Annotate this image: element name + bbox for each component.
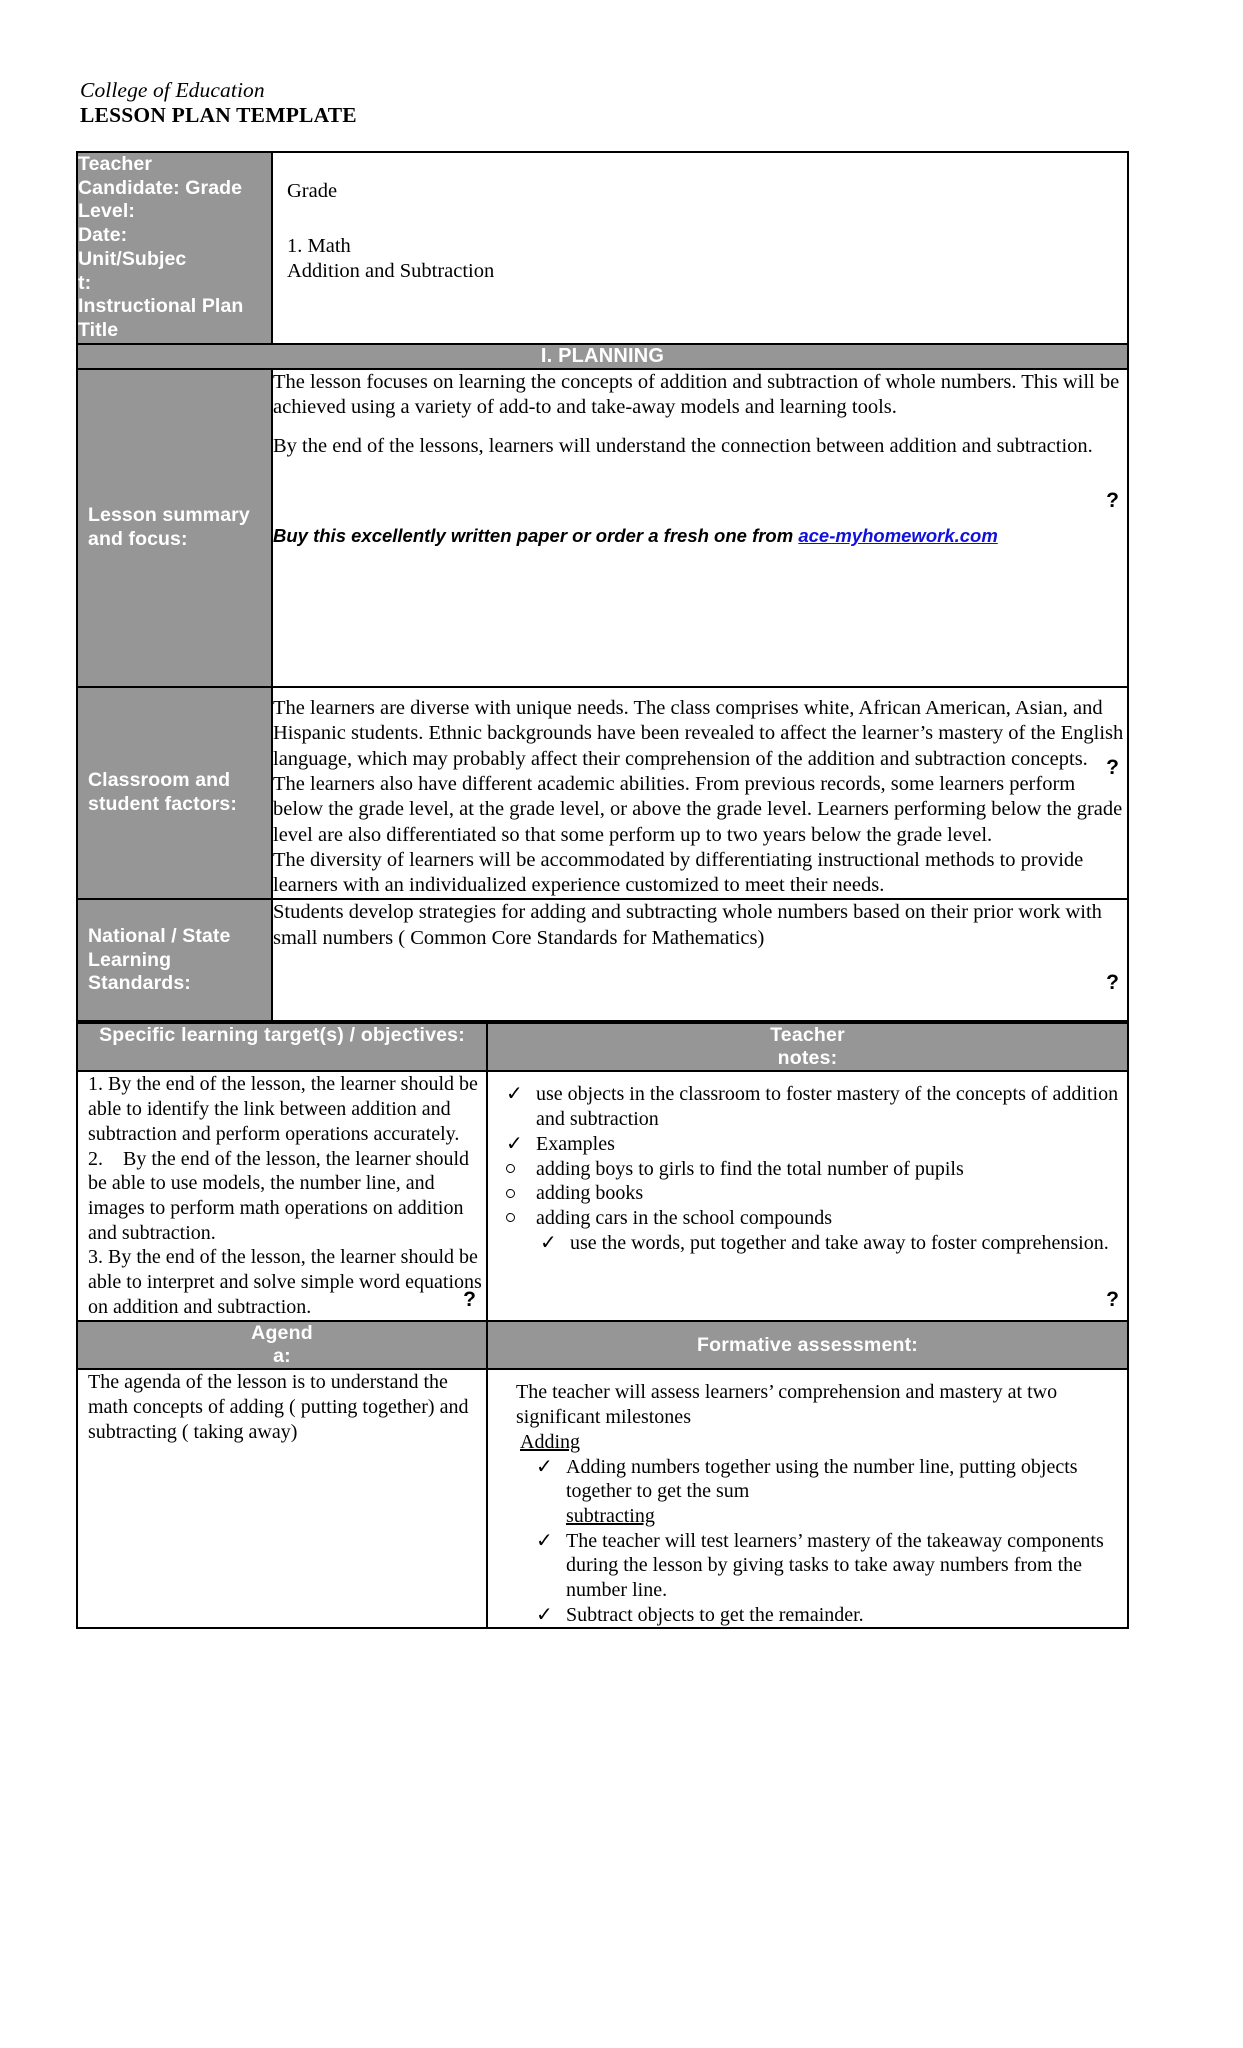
lesson-summary-marker: ? <box>1106 488 1119 512</box>
teacher-notes-list <box>490 1082 1127 1255</box>
header-grade-value: Grade <box>287 179 338 202</box>
teacher-notes-header-line-1: Teacher <box>770 1024 845 1047</box>
formative-content <box>487 1369 1128 1628</box>
classroom-factors-paragraph-2: The learners also have different academic abilities. From previous records, some learners perform below the grade level, at the grade level, or above the grade level. Learners performing below the grade level are also differentiated so that some perform up to two years below the grade level. <box>273 772 1123 846</box>
header-label-line-5: Unit/Subjec <box>78 247 187 270</box>
check-icon: ✓ <box>536 1455 553 1478</box>
list-item-text: Adding numbers together using the number line, putting objects together to get the sum <box>566 1455 1078 1503</box>
classroom-factors-paragraph-3: The diversity of learners will be accommodated by differentiating instructional methods to provide learners with an individualized experience customized to meet their needs. <box>273 848 1084 897</box>
objectives-header: Specific learning target(s) / objectives: <box>77 1023 487 1071</box>
objective-item: 2. By the end of the lesson, the learner should be able to use models, the number line, and images to perform math operations on addition and subtraction. <box>88 1147 470 1244</box>
promo-link[interactable]: ace-myhomework.com <box>798 524 998 546</box>
table-row-standards <box>77 899 1128 1021</box>
header-label-line-3: Level: <box>78 200 135 223</box>
list-item <box>490 1132 1127 1157</box>
circle-icon <box>506 1206 515 1231</box>
agenda-header-line-2: a: <box>273 1345 291 1368</box>
list-item <box>490 1206 1127 1231</box>
check-icon: ✓ <box>506 1083 523 1106</box>
list-item-text: The teacher will test learners’ mastery of the takeaway components during the lesson by giving tasks to take away numbers from the number line. <box>566 1529 1104 1601</box>
teacher-notes-content <box>487 1071 1128 1321</box>
college-name: College of Education <box>80 78 265 102</box>
circle-icon <box>506 1181 515 1206</box>
table-row-objectives-body <box>77 1071 1128 1321</box>
agenda-content <box>77 1369 487 1628</box>
objectives-table <box>76 1022 1129 1629</box>
teacher-notes-header-line-2: notes: <box>777 1047 838 1070</box>
list-item-text: adding cars in the school compounds <box>536 1206 833 1229</box>
standards-label: National / State Learning Standards: <box>77 899 272 1021</box>
list-item-text: use the words, put together and take away to foster comprehension. <box>570 1231 1109 1254</box>
teacher-notes-marker: ? <box>1106 1288 1119 1312</box>
header-label-line-6: t: <box>78 271 92 294</box>
lesson-summary-paragraph-1: The lesson focuses on learning the concepts of addition and subtraction of whole numbers. This will be achieved using a variety of add-to and take-away models and learning tools. <box>273 370 1120 419</box>
list-item-text: Subtract objects to get the remainder. <box>566 1603 864 1626</box>
list-item-text: Examples <box>536 1132 615 1155</box>
lesson-summary-content <box>272 369 1128 687</box>
lesson-summary-paragraph-2: By the end of the lessons, learners will understand the connection between addition and subtraction. <box>273 434 1093 457</box>
lesson-plan-table <box>76 151 1129 1023</box>
list-item <box>520 1529 1127 1603</box>
table-row-objectives-header <box>77 1023 1128 1071</box>
classroom-factors-label: Classroom and student factors: <box>77 687 272 900</box>
list-item-text: adding boys to girls to find the total number of pupils <box>536 1157 964 1180</box>
classroom-factors-marker: ? <box>1106 755 1119 779</box>
teacher-notes-header <box>487 1023 1128 1071</box>
table-row-header-info <box>77 152 1128 344</box>
header-subject-value: 1. Math <box>287 235 351 258</box>
promo-text <box>273 517 1127 554</box>
list-item <box>490 1082 1127 1131</box>
list-item <box>490 1231 1127 1256</box>
agenda-text: The agenda of the lesson is to understand the math concepts of adding ( putting together) and subtracting ( taking away) <box>88 1371 469 1443</box>
promo-sentence: Buy this excellently written paper or order a fresh one from <box>273 524 799 546</box>
classroom-factors-paragraph-1: The learners are diverse with unique needs. The class comprises white, African American, Asian, and Hispanic students. Ethnic backgrounds have been revealed to affect the learner’s mastery of the English language, which may probably affect their comprehension of the addition and subtraction concepts. <box>273 696 1124 770</box>
formative-adding-label: Adding <box>520 1430 580 1453</box>
check-icon: ✓ <box>536 1529 553 1552</box>
table-row-agenda-header <box>77 1321 1128 1369</box>
planning-banner: I. PLANNING <box>77 344 1128 369</box>
check-icon: ✓ <box>536 1603 553 1626</box>
table-row-classroom-factors <box>77 687 1128 900</box>
formative-subtracting-label: subtracting <box>566 1504 655 1527</box>
standards-text: Students develop strategies for adding and subtracting whole numbers based on their prior work with small numbers ( Common Core Standards for Mathematics) <box>273 901 1102 949</box>
objectives-marker: ? <box>463 1288 476 1312</box>
objective-item: 1. By the end of the lesson, the learner should be able to identify the link between addition and subtraction and perform operations accurately. <box>88 1073 478 1145</box>
classroom-factors-content <box>272 687 1128 900</box>
agenda-header <box>77 1321 487 1369</box>
list-item <box>490 1181 1127 1206</box>
formative-header: Formative assessment: <box>487 1321 1128 1369</box>
table-row-planning-banner <box>77 344 1128 369</box>
objective-item: 3. By the end of the lesson, the learner should be able to interpret and solve simple word equations on addition and subtraction. <box>88 1246 482 1318</box>
table-row-lesson-summary <box>77 369 1128 687</box>
check-icon: ✓ <box>540 1231 557 1254</box>
header-label-line-4: Date: <box>78 224 128 247</box>
header-unit-value: Addition and Subtraction <box>287 260 495 283</box>
formative-subtracting-list <box>520 1529 1127 1628</box>
header-label-line-7: Instructional Plan Title <box>78 295 244 342</box>
page-title: LESSON PLAN TEMPLATE <box>80 103 357 128</box>
formative-adding-list <box>520 1455 1127 1504</box>
document-header <box>0 78 1243 129</box>
list-item <box>490 1157 1127 1182</box>
circle-icon <box>506 1157 515 1182</box>
lesson-summary-label: Lesson summary and focus: <box>77 369 272 687</box>
list-item-text: use objects in the classroom to foster mastery of the concepts of addition and subtraction <box>536 1083 1119 1131</box>
standards-marker: ? <box>1106 971 1119 995</box>
check-icon: ✓ <box>506 1132 523 1155</box>
agenda-header-line-1: Agend <box>251 1322 313 1345</box>
standards-content <box>272 899 1128 1021</box>
header-label-line-2: Candidate: Grade <box>78 176 243 199</box>
list-item-text: adding books <box>536 1182 644 1205</box>
formative-section-adding <box>502 1430 1127 1628</box>
objectives-content <box>77 1071 487 1321</box>
list-item <box>520 1455 1127 1504</box>
header-label-line-1: Teacher <box>78 152 153 175</box>
formative-intro: The teacher will assess learners’ comprehension and mastery at two significant milestones <box>516 1381 1058 1429</box>
table-row-agenda-body <box>77 1369 1128 1628</box>
header-label-cell <box>77 152 272 344</box>
header-value-cell <box>272 152 1128 344</box>
list-item <box>520 1603 1127 1628</box>
